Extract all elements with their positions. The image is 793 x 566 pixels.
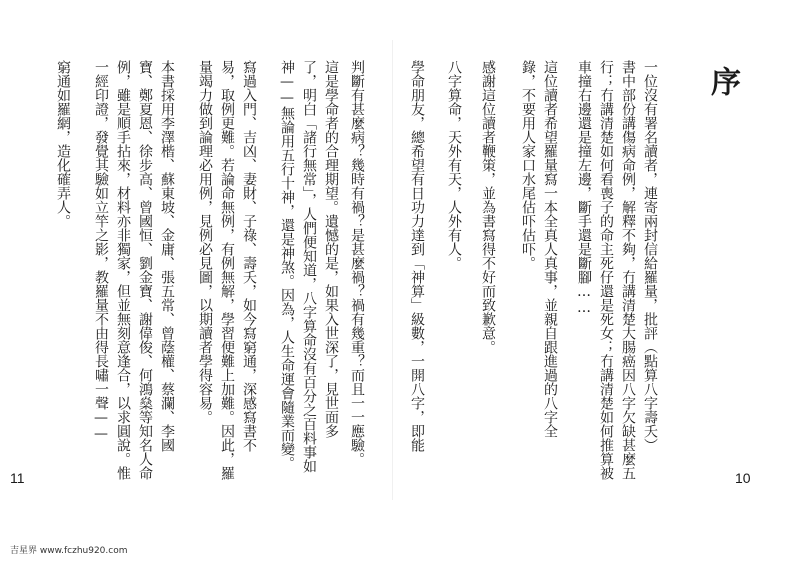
text-column: 了，明白「諸行無常」，人們便知道，八字算命沒有百分之百料事如 (301, 60, 317, 473)
text-column: 這是學命者的合理期望。遺憾的是，如果入世深了，見世面多 (323, 60, 339, 438)
text-column: 例，雖是順手拈來，材料亦非獨家，但並無刻意逢合，以求圓說。惟 (115, 60, 131, 480)
text-column: 寶、鄭夏恩、徐步高、曾國恒、劉金寶、謝偉俊、何鴻燊等知名人命 (137, 60, 153, 480)
text-column: 車撞右邊還是撞左邊，斷手還是斷腳…… (576, 60, 592, 316)
text-column: 量竭力做到論理必用例，見例必見圖，以期讀者學得容易。 (197, 60, 213, 424)
text-column: 一位沒有署名讀者，連寄兩封信給羅量，批評（點算八字壽夭） (642, 60, 658, 452)
text-column: 這位讀者希望羅量寫一本全真人真事，並親自跟進過的八字全 (542, 60, 558, 438)
text-column: 書中部份講傷病命例，解釋不夠，冇講清楚大腸癌因八字欠缺甚麼五 (620, 60, 636, 480)
preface-heading: 序 (705, 66, 740, 96)
text-column: 判斷有甚麼病？幾時有禍？是甚麼禍？禍有幾重？而且一一應驗。 (349, 60, 365, 466)
text-column: 感謝這位讀者鞭策，並為書寫得不好而致歉意。 (480, 60, 496, 354)
text-column: 神——無論用五行十神，還是神煞。因為，人生命運會隨業而變。 (279, 60, 295, 470)
text-column: 窮通如羅網，造化確弄人。 (55, 60, 71, 228)
text-column: 八字算命，天外有天，人外有人。 (446, 60, 462, 270)
page-number-left: 11 (10, 470, 25, 486)
page-number-right: 10 (735, 470, 751, 486)
text-column: 行；冇講清楚如何看喪子的命主死仔還是死女；冇講清楚如何推算被 (598, 60, 614, 480)
text-column: 學命朋友，總希望有日功力達到「神算」級數，一開八字，即能 (409, 60, 425, 452)
page-gutter (392, 40, 393, 500)
text-column: 錄，不要用人家口水尾估吓估吓。 (520, 60, 536, 270)
text-column: 易，取例更難。若論命無例，有例無解，學習便難上加難。因此，羅 (219, 60, 235, 480)
text-column: 一經印證，發覺其驗如立竿之影，教羅量不由得長嘯一聲—— (93, 60, 109, 442)
text-column: 本書採用李澤楷、蘇東坡、金庸、張五常、曾蔭權、蔡瀾、李國 (159, 60, 175, 452)
footer-watermark: 吉星界 www.fczhu920.com (10, 546, 128, 556)
text-column: 寫過入門、吉凶、妻財、子祿、壽夭，如今寫窮通，深感寫書不 (241, 60, 257, 452)
